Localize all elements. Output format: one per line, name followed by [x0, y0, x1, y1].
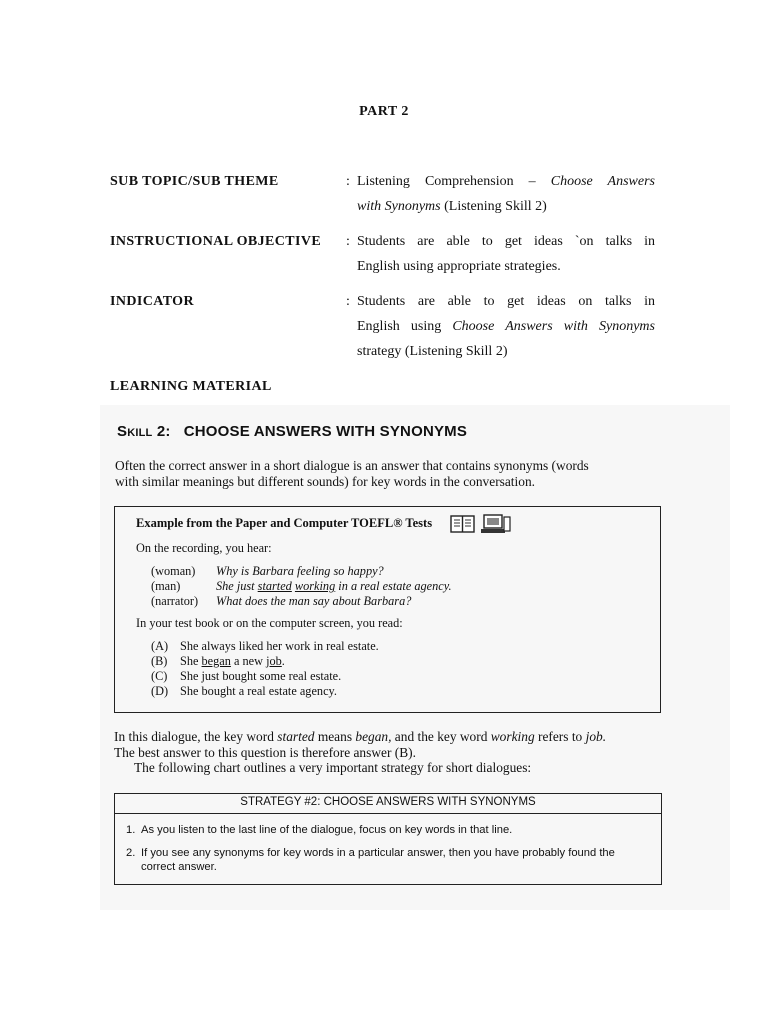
- objective-label: INSTRUCTIONAL OBJECTIVE: [110, 234, 322, 249]
- strategy-item-number: 2.: [126, 847, 136, 859]
- part-title: PART 2: [359, 104, 409, 119]
- strategy-title: STRATEGY #2: CHOOSE ANSWERS WITH SYNONYMS: [114, 793, 662, 814]
- strategy-item-text: If you see any synonyms for key words in a particular answer, then you have probably found the correct answer.: [141, 847, 615, 873]
- dialogue-line: What does the man say about Barbara?: [216, 594, 412, 608]
- skill-heading: SKILL 2: CHOOSE ANSWERS WITH SYNONYMS: [117, 423, 468, 440]
- dialogue-role: (woman): [151, 564, 196, 578]
- learning-material-heading: LEARNING MATERIAL: [110, 379, 272, 394]
- objective-colon: :: [346, 234, 350, 249]
- indicator-line3: strategy (Listening Skill 2): [357, 344, 508, 359]
- objective-line1: Students are able to get ideas `on talks in: [357, 234, 655, 249]
- option-text: She just bought some real estate.: [180, 669, 342, 683]
- sub-topic-line2: with Synonyms (Listening Skill 2): [357, 199, 547, 214]
- dialogue-line: Why is Barbara feeling so happy?: [216, 564, 384, 578]
- strategy-item-text: As you listen to the last line of the dialogue, focus on key words in that line.: [141, 824, 513, 836]
- option-text: She bought a real estate agency.: [180, 684, 337, 698]
- book-icon: [450, 514, 512, 534]
- explanation-line1: In this dialogue, the key word started means began, and the key word working refers to job.: [114, 729, 607, 744]
- book-computer-icon: [450, 514, 512, 539]
- dialogue-role: (narrator): [151, 594, 199, 608]
- option-letter: (C): [151, 669, 168, 683]
- test-book-text: In your test book or on the computer screen, you read:: [136, 616, 403, 630]
- sub-topic-label: SUB TOPIC/SUB THEME: [110, 174, 279, 189]
- option-text: She always liked her work in real estate.: [180, 639, 379, 653]
- indicator-colon: :: [346, 294, 350, 309]
- option-letter: (A): [151, 639, 169, 653]
- example-title: Example from the Paper and Computer TOEFL® Tests: [136, 516, 433, 530]
- indicator-line2: English using Choose Answers with Synonyms: [357, 319, 655, 334]
- objective-line2: English using appropriate strategies.: [357, 259, 561, 274]
- strategy-item-number: 1.: [126, 824, 136, 836]
- explanation-line3: The following chart outlines a very important strategy for short dialogues:: [134, 760, 532, 775]
- indicator-label: INDICATOR: [110, 294, 194, 309]
- dialogue-role: (man): [151, 579, 181, 593]
- option-letter: (D): [151, 684, 169, 698]
- explanation: [114, 729, 664, 776]
- option-letter: (B): [151, 654, 168, 668]
- dialogue-line: She just started working in a real estate agency.: [216, 579, 452, 593]
- sub-topic-colon: :: [346, 174, 350, 189]
- indicator-line1: Students are able to get ideas on talks in: [357, 294, 655, 309]
- on-recording-text: On the recording, you hear:: [136, 541, 272, 555]
- option-text: She began a new job.: [180, 654, 285, 668]
- sub-topic-line1: Listening Comprehension – Choose Answers: [357, 174, 655, 189]
- skill-intro: Often the correct answer in a short dialogue is an answer that contains synonyms (words with similar meanings but different sounds) for key words in the conversation.: [115, 458, 589, 489]
- explanation-line2: The best answer to this question is therefore answer (B).: [114, 744, 416, 760]
- skill-title: CHOOSE ANSWERS WITH SYNONYMS: [183, 423, 468, 440]
